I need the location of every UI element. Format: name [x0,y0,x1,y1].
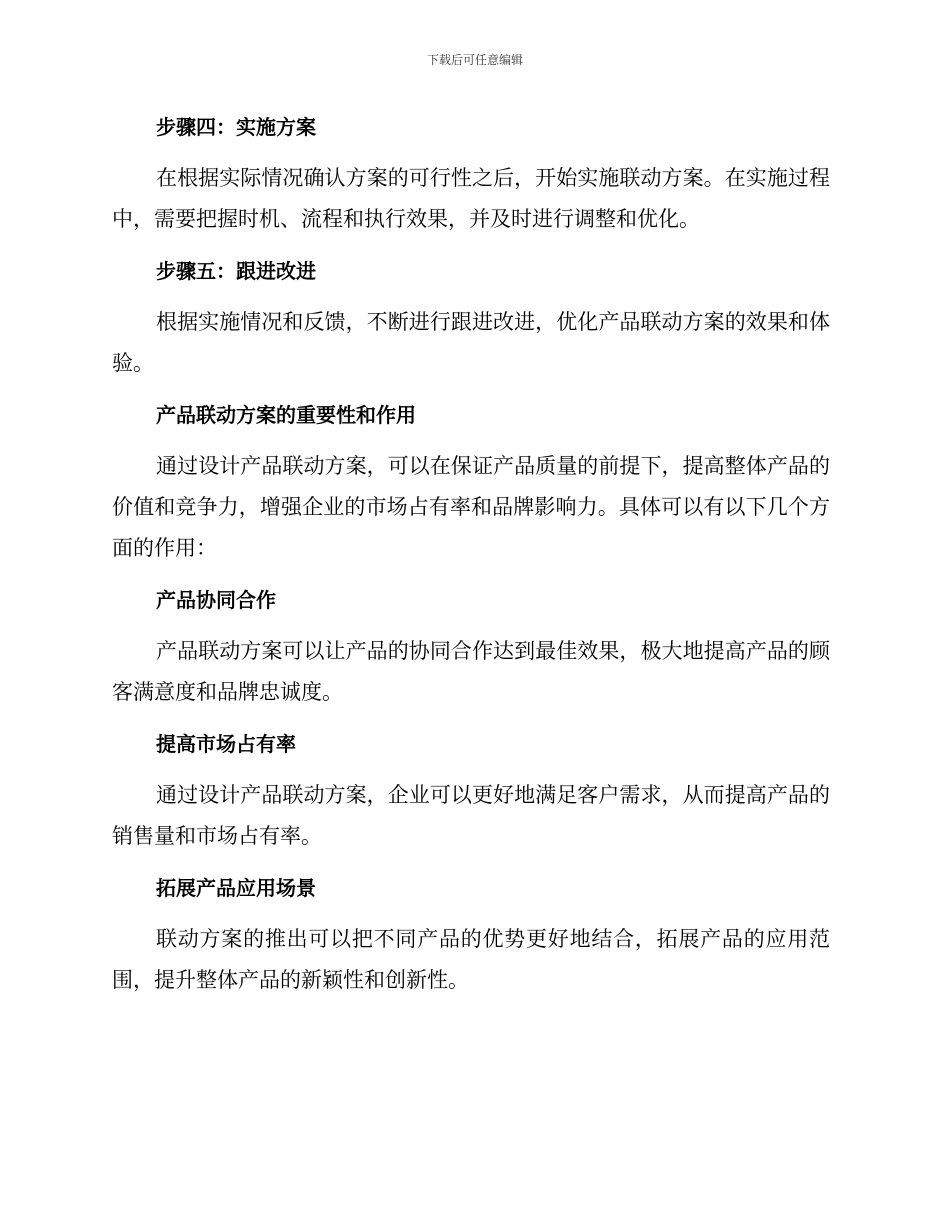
section-paragraph-application-scenarios: 联动方案的推出可以把不同产品的优势更好地结合，拓展产品的应用范围，提升整体产品的新颖性和创新性。 [112,927,830,992]
page-header: 下载后可任意编辑 [426,53,523,67]
section-heading-step-four: 步骤四：实施方案 [156,115,316,139]
document-body [112,106,830,1011]
section-heading-market-share: 提高市场占有率 [156,732,296,756]
section-paragraph-step-four: 在根据实际情况确认方案的可行性之后，开始实施联动方案。在实施过程中，需要把握时机、流程和执行效果，并及时进行调整和优化。 [112,166,830,231]
section-paragraph-importance: 通过设计产品联动方案，可以在保证产品质量的前提下，提高整体产品的价值和竞争力，增强企业的市场占有率和品牌影响力。具体可以有以下几个方面的作用： [112,454,830,560]
section-heading-importance: 产品联动方案的重要性和作用 [156,403,416,427]
section-heading-application-scenarios: 拓展产品应用场景 [156,876,316,900]
section-heading-collaboration: 产品协同合作 [156,588,276,612]
section-paragraph-collaboration: 产品联动方案可以让产品的协同合作达到最佳效果，极大地提高产品的顾客满意度和品牌忠诚度。 [112,639,830,704]
section-paragraph-market-share: 通过设计产品联动方案，企业可以更好地满足客户需求，从而提高产品的销售量和市场占有率。 [112,783,830,848]
section-paragraph-step-five: 根据实施情况和反馈，不断进行跟进改进，优化产品联动方案的效果和体验。 [112,310,830,375]
section-heading-step-five: 步骤五：跟进改进 [156,259,316,283]
